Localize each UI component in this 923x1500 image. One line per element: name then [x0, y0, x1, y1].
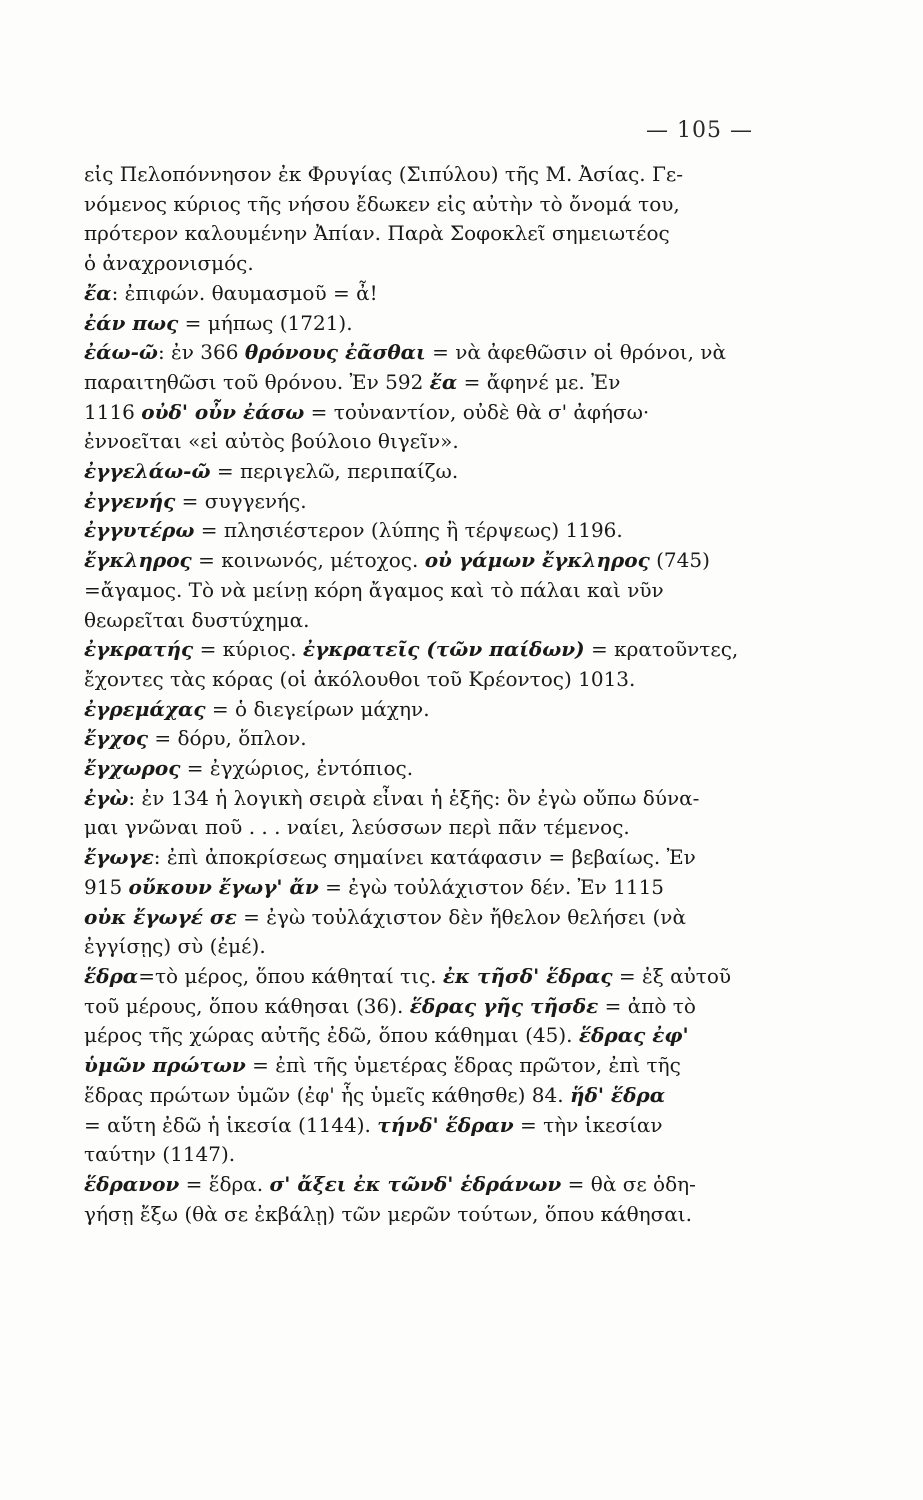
text-line: [84, 219, 768, 249]
text-line: [84, 576, 768, 606]
definition-text: : ἐπιφών. θαυμασμοῦ = ἆ!: [111, 280, 378, 305]
text-line: [84, 635, 768, 665]
text-line: [84, 1051, 768, 1081]
definition-text: = ἐγχώριος, ἐντόπιος.: [180, 756, 414, 781]
definition-text: = ἐγὼ τοὐλάχιστον δέν. Ἐν 1115: [318, 874, 665, 899]
definition-text: μέρος τῆς χώρας αὐτῆς ἐδῶ, ὅπου κάθημαι (45).: [84, 1023, 579, 1048]
headword: ἐάν πως: [84, 310, 179, 335]
definition-text: = θὰ σε ὁδη-: [561, 1171, 696, 1196]
definition-text: = μήπως (1721).: [178, 310, 353, 335]
text-line: [84, 606, 768, 636]
headword: ἕδρας γῆς τῆσδε: [409, 993, 599, 1018]
headword: ἕδρανον: [84, 1171, 180, 1196]
text-line: [84, 1140, 768, 1170]
text-line: [84, 1021, 768, 1051]
definition-text: παραιτηθῶσι τοῦ θρόνου. Ἐν 592: [84, 369, 430, 394]
headword: ἐγγενής: [84, 488, 176, 513]
headword: ἥδ' ἕδρα: [569, 1082, 666, 1107]
headword: ἔγχωρος: [84, 756, 181, 781]
definition-text: ἔχοντες τὰς κόρας (οἱ ἀκόλουθοι τοῦ Κρέοντος) 1013.: [84, 666, 636, 691]
text-line: [84, 754, 768, 784]
text-line: [84, 546, 768, 576]
text-line: [84, 724, 768, 754]
definition-text: = ἐπὶ τῆς ὑμετέρας ἕδρας πρῶτον, ἐπὶ τῆς: [245, 1053, 681, 1078]
headword: ὑμῶν πρώτων: [84, 1053, 246, 1078]
definition-text: = ἐγὼ τοὐλάχιστον δὲν ἤθελον θελήσει (νὰ: [236, 904, 686, 929]
definition-text: ἐγγίσῃς) σὺ (ἐμέ).: [84, 934, 266, 959]
definition-text: γήσῃ ἔξω (θὰ σε ἐκβάλῃ) τῶν μερῶν τούτων, ὅπου κάθησαι.: [84, 1201, 693, 1226]
text-line: [84, 190, 768, 220]
text-line: [84, 813, 768, 843]
page-number: — 105 —: [646, 118, 753, 143]
definition-text: = τοὐναντίον, οὐδὲ θὰ σ' ἀφήσω·: [304, 399, 650, 424]
headword: ἕδρα: [84, 963, 139, 988]
definition-text: = περιγελῶ, περιπαίζω.: [210, 459, 459, 484]
definition-text: εἰς Πελοπόννησον ἐκ Φρυγίας (Σιπύλου) τῆς Μ. Ἀσίας. Γε-: [84, 162, 684, 186]
text-line: [84, 249, 768, 279]
text-line: [84, 457, 768, 487]
headword: ἐγγελάω-ῶ: [84, 459, 211, 484]
text-line: [84, 368, 768, 398]
text-line: [84, 1170, 768, 1200]
text-line: [84, 160, 768, 190]
definition-text: = ἄφηνέ με. Ἐν: [457, 369, 621, 394]
text-line: [84, 427, 768, 457]
headword: ἐγκρατής: [84, 637, 194, 662]
definition-text: μαι γνῶναι ποῦ . . . ναίει, λεύσσων περὶ πᾶν τέμενος.: [84, 815, 630, 840]
definition-text: = κρατοῦντες,: [584, 637, 739, 662]
definition-text: (745): [649, 548, 710, 573]
definition-text: 1116: [84, 399, 142, 424]
definition-text: : ἐπὶ ἀποκρίσεως σημαίνει κατάφασιν = βεβαίως. Ἐν: [153, 845, 696, 870]
headword: ἔα: [84, 280, 112, 305]
definition-text: ἐννοεῖται «εἰ αὐτὸς βούλοιο θιγεῖν».: [84, 429, 459, 454]
definition-text: ἕδρας πρώτων ὑμῶν (ἐφ' ἧς ὑμεῖς κάθησθε) 84.: [84, 1082, 570, 1107]
headword: ἐγγυτέρω: [84, 518, 195, 543]
text-line: [84, 338, 768, 368]
text-line: [84, 665, 768, 695]
definition-text: 915: [84, 874, 129, 899]
text-line: [84, 516, 768, 546]
definition-text: : ἐν 134 ἡ λογικὴ σειρὰ εἶναι ἡ ἑξῆς: ὃν ἐγὼ οὔπω δύνα-: [128, 785, 700, 810]
text-line: [84, 487, 768, 517]
definition-text: : ἐν 366: [157, 340, 245, 365]
definition-text: = νὰ ἀφεθῶσιν οἱ θρόνοι, νὰ: [425, 340, 726, 365]
headword: ἕδρας ἐφ': [578, 1023, 689, 1048]
definition-text: πρότερον καλουμένην Ἀπίαν. Παρὰ Σοφοκλεῖ σημειωτέος: [84, 221, 670, 246]
text-line: [84, 1111, 768, 1141]
headword: οὔκουν ἔγωγ' ἄν: [128, 874, 319, 899]
definition-text: = ἕδρα.: [179, 1171, 270, 1196]
text-line: [84, 784, 768, 814]
definition-text: = συγγενής.: [175, 488, 307, 513]
headword: ἐγὼ: [84, 785, 129, 810]
headword: οὐδ' οὖν ἐάσω: [141, 399, 305, 424]
definition-text: = αὕτη ἐδῶ ἡ ἱκεσία (1144).: [84, 1112, 378, 1137]
text-line: [84, 1200, 768, 1230]
definition-text: θεωρεῖται δυστύχημα.: [84, 607, 310, 632]
definition-text: =τὸ μέρος, ὅπου κάθηταί τις.: [138, 963, 443, 988]
headword: ἔα: [429, 369, 458, 394]
headword: τήνδ' ἕδραν: [377, 1112, 514, 1137]
text-line: [84, 873, 768, 903]
text-line: [84, 992, 768, 1022]
definition-text: = κύριος.: [193, 637, 303, 662]
headword: ἐγκρατεῖς (τῶν παίδων): [302, 637, 585, 662]
headword: οὐ γάμων ἔγκληρος: [424, 548, 650, 573]
text-line: [84, 903, 768, 933]
headword: ἔγκληρος: [84, 548, 192, 573]
definition-text: = κοινωνός, μέτοχος.: [191, 548, 425, 573]
definition-text: = πλησιέστερον (λύπης ἢ τέρψεως) 1196.: [194, 518, 623, 543]
headword: σ' ἄξει ἐκ τῶνδ' ἑδράνων: [269, 1171, 562, 1196]
definition-text: νόμενος κύριος τῆς νήσου ἔδωκεν εἰς αὐτὴν τὸ ὄνομά του,: [84, 191, 680, 216]
text-line: [84, 962, 768, 992]
definition-text: = δόρυ, ὅπλον.: [148, 726, 307, 751]
headword: ἐκ τῆσδ' ἕδρας: [442, 963, 613, 988]
text-line: [84, 309, 768, 339]
text-line: [84, 843, 768, 873]
headword: ἐγρεμάχας: [84, 696, 206, 721]
headword: θρόνους ἐᾶσθαι: [244, 340, 426, 365]
headword: ἐάω-ῶ: [84, 340, 158, 365]
definition-text: = ἀπὸ τὸ: [598, 993, 696, 1018]
lexicon-text: [84, 160, 768, 1229]
definition-text: ταύτην (1147).: [84, 1142, 236, 1167]
definition-text: = ὁ διεγείρων μάχην.: [205, 696, 430, 721]
headword: ἔγωγε: [84, 845, 154, 870]
definition-text: = ἐξ αὐτοῦ: [612, 963, 732, 988]
definition-text: τοῦ μέρους, ὅπου κάθησαι (36).: [84, 993, 410, 1018]
definition-text: =ἄγαμος. Τὸ νὰ μείνῃ κόρη ἄγαμος καὶ τὸ πάλαι καὶ νῦν: [84, 577, 664, 602]
text-line: [84, 1081, 768, 1111]
headword: οὐκ ἔγωγέ σε: [84, 904, 237, 929]
text-line: [84, 279, 768, 309]
text-line: [84, 398, 768, 428]
definition-text: = τὴν ἱκεσίαν: [513, 1112, 663, 1137]
text-line: [84, 932, 768, 962]
definition-text: ὁ ἀναχρονισμός.: [84, 251, 254, 276]
headword: ἔγχος: [84, 726, 149, 751]
text-line: [84, 695, 768, 725]
